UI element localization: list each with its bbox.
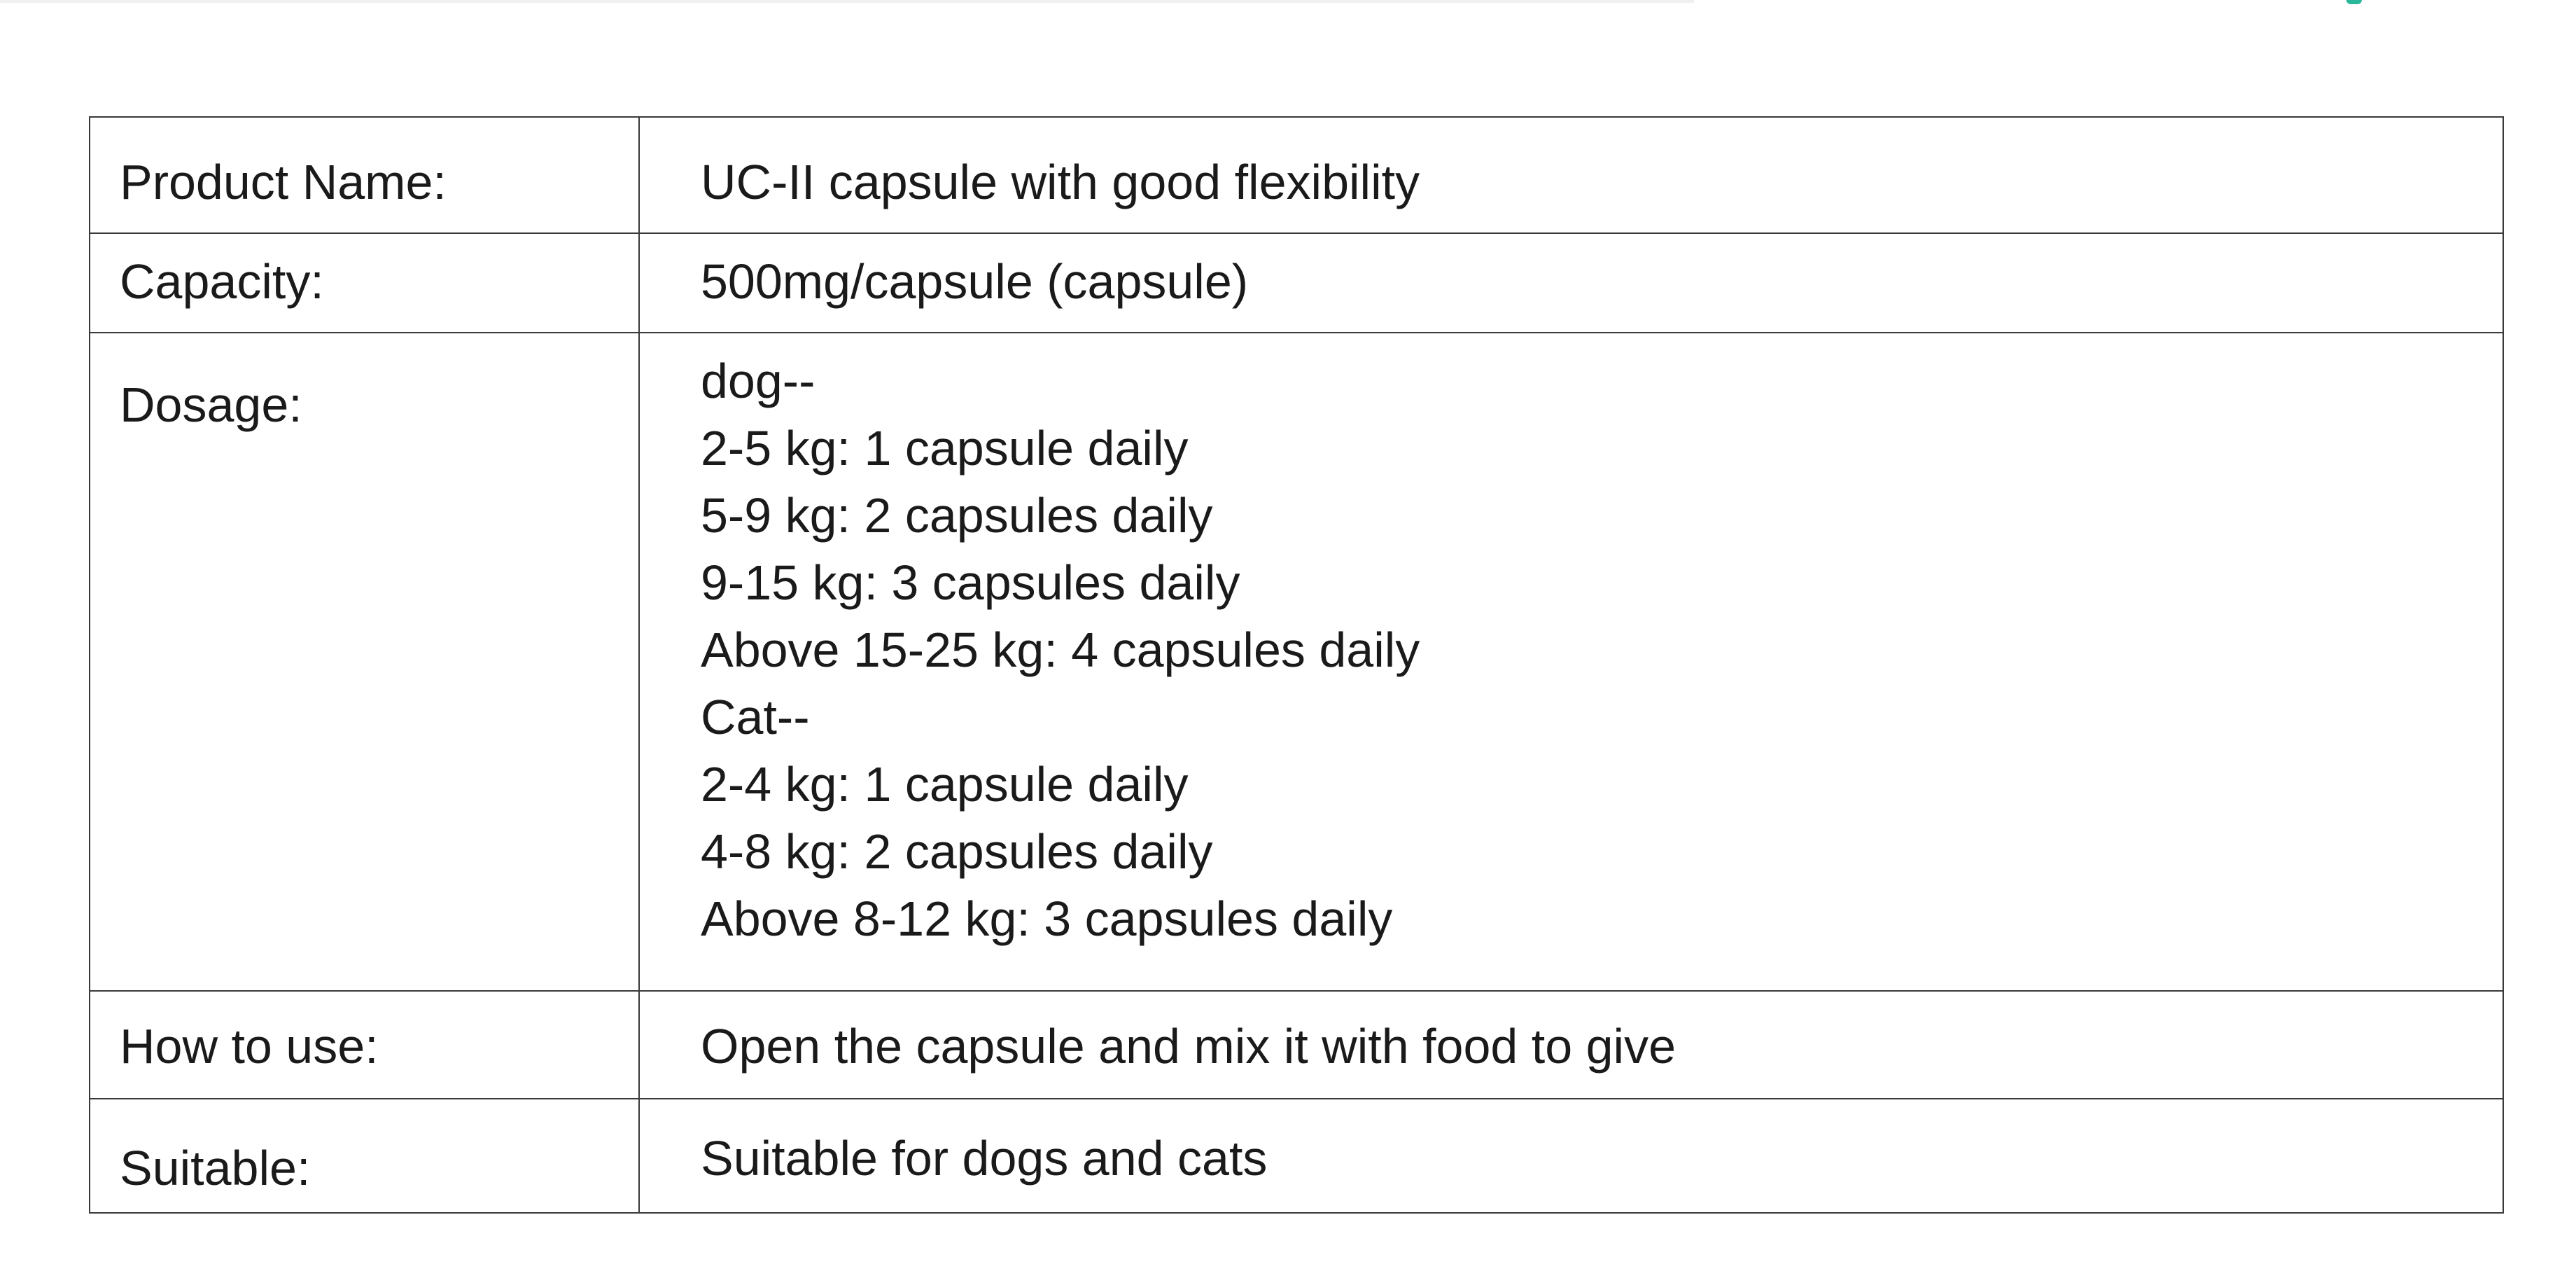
brand-accent-mark — [2346, 0, 2362, 4]
suitable-label: Suitable: — [90, 1099, 639, 1213]
dosage-value — [639, 333, 2503, 991]
capacity-value: 500mg/capsule (capsule) — [639, 233, 2503, 333]
table-row-capacity — [90, 233, 2503, 333]
suitable-value: Suitable for dogs and cats — [639, 1099, 2503, 1213]
how-to-use-value: Open the capsule and mix it with food to give — [639, 991, 2503, 1099]
dosage-dog-heading: dog-- — [701, 354, 816, 408]
product-name-label: Product Name: — [90, 117, 639, 233]
table-row-suitable — [90, 1099, 2503, 1213]
capacity-label: Capacity: — [90, 233, 639, 333]
dosage-label: Dosage: — [90, 333, 639, 991]
table-row-product-name — [90, 117, 2503, 233]
top-divider — [0, 0, 1694, 3]
dosage-line: 4-8 kg: 2 capsules daily — [701, 824, 1213, 879]
dosage-line: Above 8-12 kg: 3 capsules daily — [701, 891, 1393, 946]
dosage-line: 2-5 kg: 1 capsule daily — [701, 421, 1189, 475]
dosage-line: 2-4 kg: 1 capsule daily — [701, 757, 1189, 812]
how-to-use-label: How to use: — [90, 991, 639, 1099]
product-name-value: UC-II capsule with good flexibility — [639, 117, 2503, 233]
dosage-line: Above 15-25 kg: 4 capsules daily — [701, 623, 1420, 677]
dosage-cat-heading: Cat-- — [701, 690, 810, 744]
table-row-dosage — [90, 333, 2503, 991]
product-spec-table — [89, 116, 2504, 1214]
table-row-how-to-use — [90, 991, 2503, 1099]
dosage-line: 9-15 kg: 3 capsules daily — [701, 555, 1240, 610]
dosage-line: 5-9 kg: 2 capsules daily — [701, 488, 1213, 543]
